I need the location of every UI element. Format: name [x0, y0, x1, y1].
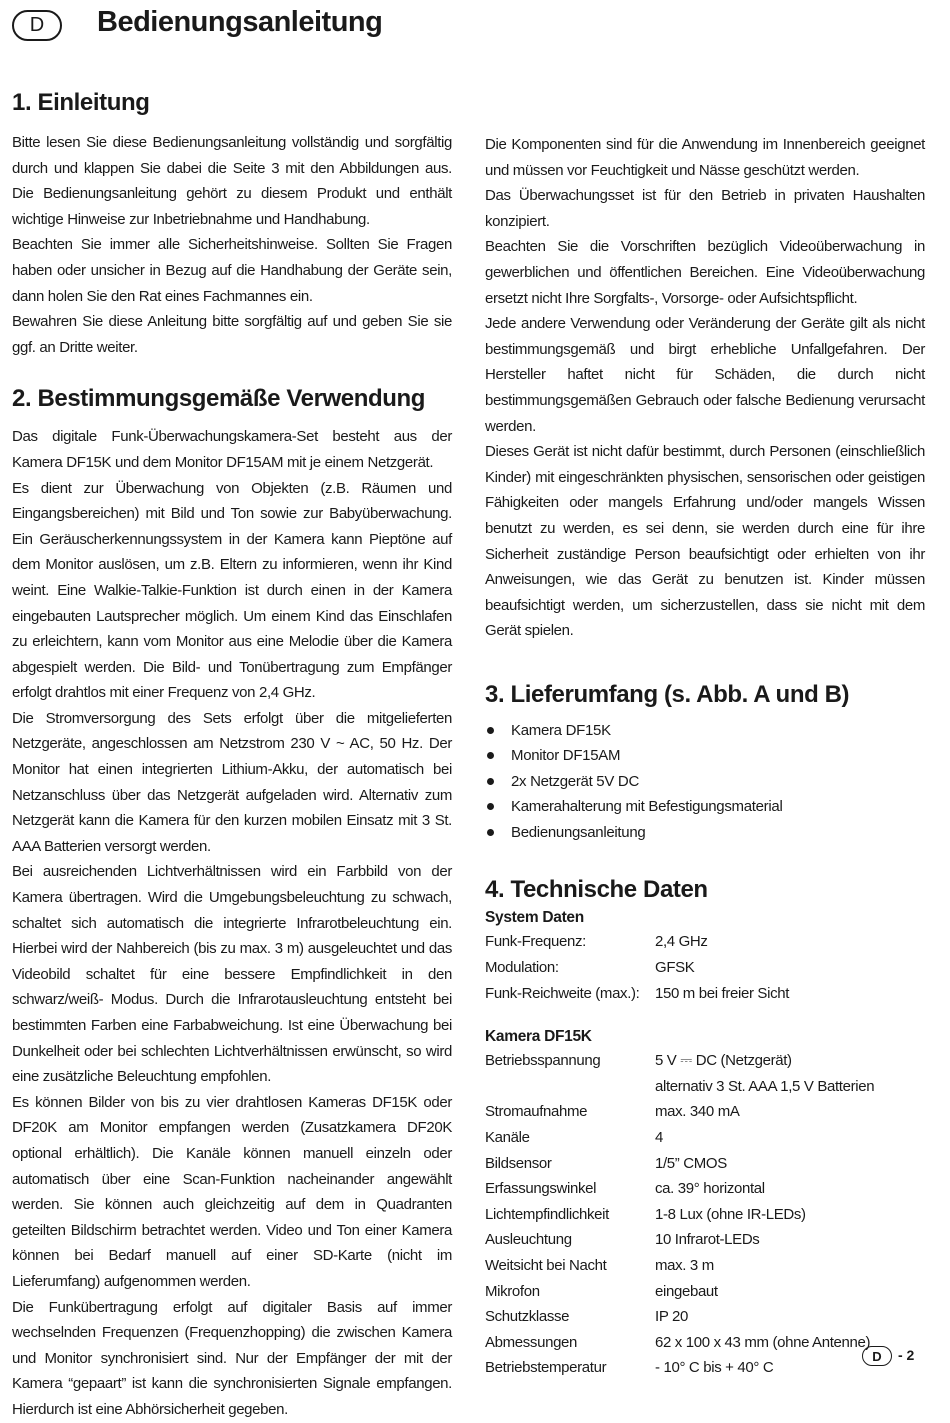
table-row [485, 955, 789, 981]
table-row [485, 1074, 874, 1100]
spec-key: Bildsensor [485, 1154, 552, 1172]
spec-key: Erfassungswinkel [485, 1180, 597, 1198]
spec-value: 4 [655, 1128, 663, 1146]
table-row [485, 1304, 874, 1330]
section-2-heading: 2. Bestimmungsgemäße Verwendung [12, 385, 426, 413]
paragraph: Die Stromversorgung des Sets erfolgt über die mitgelieferten Netzgeräte, angeschlossen am Netzstrom 230 V ~ AC, 50 Hz. Der Monitor hat einen integrierten Lithium-Akku, der automatisch bei Netzanschluss über das Netzgerät aufgeladen wird. Alternativ zum Netzgerät kann die Kamera für den kurzen mobilen Einsatz mit 3 St. AAA Batterien versorgt werden. [12, 709, 452, 855]
list-item [485, 769, 925, 795]
bullet-icon [487, 727, 494, 734]
spec-value: eingebaut [655, 1282, 718, 1300]
spec-key: Kanäle [485, 1128, 530, 1146]
spec-value: max. 3 m [655, 1256, 714, 1274]
table-row [485, 1176, 874, 1202]
table-row [485, 1279, 874, 1305]
spec-key: Abmessungen [485, 1333, 578, 1351]
spec-key: Weitsicht bei Nacht [485, 1256, 607, 1274]
section-4-heading: 4. Technische Daten [485, 876, 708, 904]
spec-value: 5 V ⎓ DC (Netzgerät) [655, 1052, 792, 1070]
paragraph: Bewahren Sie diese Anleitung bitte sorgfältig auf und geben Sie sie ggf. an Dritte weiter. [12, 313, 452, 356]
delivery-list [485, 718, 925, 846]
paragraph: Die Komponenten sind für die Anwendung im Innenbereich geeignet und müssen vor Feuchtigkeit und Nässe geschützt werden. [485, 136, 925, 179]
bullet-icon [487, 752, 494, 759]
spec-key: Lichtempfindlichkeit [485, 1205, 609, 1223]
spec-value: 1/5” CMOS [655, 1154, 727, 1172]
list-item [485, 718, 925, 744]
spec-key: Betriebstemperatur [485, 1359, 607, 1377]
spec-value: GFSK [655, 958, 695, 976]
paragraph: Das Überwachungsset ist für den Betrieb in privaten Haushalten konzipiert. [485, 187, 925, 230]
paragraph: Es dient zur Überwachung von Objekten (z.B. Räumen und Eingangsbereichen) mit Bild und Ton sowie zur Babyüberwachung. Ein Geräuscherkennungssystem in der Kamera kann Pieptöne auf dem Monitor auslösen, um z.B. Eltern zu informieren, wenn ihr Kind weint. Eine Walkie-Talkie-Funktion ist durch einen in der Kamera eingebauten Lautsprecher möglich. Um einem Kind das Einschlafen zu erleichtern, kann vom Monitor aus eine Melodie über die Kamera abgespielt werden. Die Bild- und Tonübertragung zum Empfänger erfolgt drahtlos mit einer Frequenz von 2,4 GHz. [12, 479, 452, 702]
table-row [485, 981, 789, 1007]
table-row [485, 1151, 874, 1177]
list-item-label: 2x Netzgerät 5V DC [511, 772, 639, 790]
table-row [485, 1125, 874, 1151]
spec-value: - 10° C bis + 40° C [655, 1359, 774, 1377]
bullet-icon [487, 803, 494, 810]
spec-key: Funk-Reichweite (max.): [485, 984, 640, 1002]
list-item-label: Monitor DF15AM [511, 747, 621, 765]
spec-key [485, 1074, 655, 1100]
spec-value: IP 20 [655, 1308, 689, 1326]
page-number: - 2 [898, 1347, 915, 1363]
spec-key: Betriebsspannung [485, 1052, 601, 1070]
table-row [485, 1099, 874, 1125]
list-item-label: Kamerahalterung mit Befestigungsmaterial [511, 798, 783, 816]
spec-value: 62 x 100 x 43 mm (ohne Antenne) [655, 1333, 871, 1351]
table-row [485, 1048, 874, 1074]
paragraph: Bitte lesen Sie diese Bedienungsanleitung vollständig und sorgfältig durch und klappen Sie dabei die Seite 3 mit den Abbildungen aus. Die Bedienungsanleitung gehört zu diesem Produkt und enthält wichtige Hinweise zur Inbetriebnahme und Handhabung. [12, 134, 452, 228]
paragraph: Jede andere Verwendung oder Veränderung der Geräte gilt als nicht bestimmungsgemäß und birgt erhebliche Unfallgefahren. Der Hersteller haftet nicht für Schäden, die durch nicht bestimmungsgemäßen Gebrauch oder falsche Bedienung verursacht werden. [485, 315, 925, 435]
section-1-heading: 1. Einleitung [12, 89, 150, 116]
spec-key: Funk-Frequenz: [485, 933, 586, 951]
spec-value: 150 m bei freier Sicht [655, 984, 790, 1002]
paragraph: Dieses Gerät ist nicht dafür bestimmt, durch Personen (einschließlich Kinder) mit eingeschränkten physischen, sensorischen oder geistigen Fähigkeiten oder mangels Erfahrung und/oder mangels Wissen benutzt zu werden, es sei denn, sie werden durch eine für ihre Sicherheit zuständige Person beaufsichtigt oder erhielten von ihr Anweisungen, wie das Gerät zu benutzen ist. Kinder müssen beaufsichtigt werden, um sicherzustellen, dass sie nicht mit dem Gerät spielen. [485, 443, 925, 640]
spec-value: 10 Infrarot-LEDs [655, 1231, 760, 1249]
bullet-icon [487, 829, 494, 836]
table-row [485, 1202, 874, 1228]
spec-key: Ausleuchtung [485, 1231, 572, 1249]
list-item [485, 820, 925, 846]
paragraph: Die Funkübertragung erfolgt auf digitaler Basis auf immer wechselnden Frequenzen (Frequenzhopping) die zwischen Kamera und Monitor synchronisiert sind. Nur der Empfänger der mit der Kamera “gepaart” ist kann die synchronisierten Signale empfangen. Hierdurch ist eine Abhörsicherheit gegeben. [12, 1298, 452, 1418]
spec-value: alternativ 3 St. AAA 1,5 V Batterien [655, 1077, 875, 1095]
camera-spec-table [485, 1048, 874, 1381]
spec-key: Stromaufnahme [485, 1103, 588, 1121]
spec-value: ca. 39° horizontal [655, 1180, 765, 1198]
system-data-heading: System Daten [485, 909, 584, 927]
list-item-label: Bedienungsanleitung [511, 823, 646, 841]
spec-key: Schutzklasse [485, 1308, 570, 1326]
language-badge: D [12, 10, 62, 41]
paragraph: Das digitale Funk-Überwachungskamera-Set besteht aus der Kamera DF15K und dem Monitor DF15AM mit je einem Netzgerät. [12, 428, 452, 471]
table-row [485, 1330, 874, 1356]
camera-data-heading: Kamera DF15K [485, 1028, 592, 1046]
table-row [485, 1355, 874, 1381]
paragraph: Beachten Sie die Vorschriften bezüglich Videoüberwachung in gewerblichen und öffentlichen Bereichen. Eine Videoüberwachung ersetzt nicht Ihre Sorgfalts-, Vorsorge- oder Aufsichtspflicht. [485, 238, 925, 307]
paragraph: Bei ausreichenden Lichtverhältnissen wird ein Farbbild von der Kamera übertragen. Wird die Umgebungsbeleuchtung zu schwach, schaltet sich automatisch die integrierte Infrarotbeleuchtung ein. Hierbei wird der Nahbereich (bis zu max. 3 m) ausgeleuchtet und das Videobild schaltet für eine bessere Empfindlichkeit in den schwarz/weiß- Modus. Durch die Infrarotausleuchtung entsteht bei bestimmten Farben eine Farbabweichung. Ist eine Überwachung bei Dunkelheit oder bei schlechten Lichtverhältnissen erwünscht, so wird eine zusätzliche Beleuchtung empfohlen. [12, 863, 452, 1086]
footer-language-badge: D [862, 1346, 892, 1366]
spec-key: Mikrofon [485, 1282, 540, 1300]
spec-value: 1-8 Lux (ohne IR-LEDs) [655, 1205, 806, 1223]
left-column [12, 88, 452, 1423]
paragraph: Beachten Sie immer alle Sicherheitshinweise. Sollten Sie Fragen haben oder unsicher in Bezug auf die Handhabung der Geräte sein, dann holen Sie den Rat eines Fachmannes ein. [12, 236, 452, 305]
table-row [485, 929, 789, 955]
list-item [485, 794, 925, 820]
spec-value: max. 340 mA [655, 1103, 740, 1121]
paragraph: Es können Bilder von bis zu vier drahtlosen Kameras DF15K oder DF20K am Monitor empfangen werden (Zusatzkamera DF20K optional erhältlich). Die Kanäle können manuell einzeln oder automatisch über eine Scan-Funktion nacheinander angewählt werden. Sie können auch gleichzeitig auf dem in Quadranten geteilten Bildschirm betrachtet werden. Video und Ton einer Kamera können bei Bedarf manuell auf einer SD-Karte (nicht im Lieferumfang) aufgenommen werden. [12, 1093, 452, 1290]
document-title: Bedienungsanleitung [97, 6, 383, 38]
spec-value: 2,4 GHz [655, 933, 708, 951]
table-row [485, 1227, 874, 1253]
bullet-icon [487, 778, 494, 785]
right-column [485, 132, 925, 1381]
table-row [485, 1253, 874, 1279]
section-3-heading: 3. Lieferumfang (s. Abb. A und B) [485, 680, 850, 708]
list-item [485, 743, 925, 769]
spec-key: Modulation: [485, 958, 559, 976]
list-item-label: Kamera DF15K [511, 721, 611, 739]
system-spec-table [485, 929, 789, 1006]
